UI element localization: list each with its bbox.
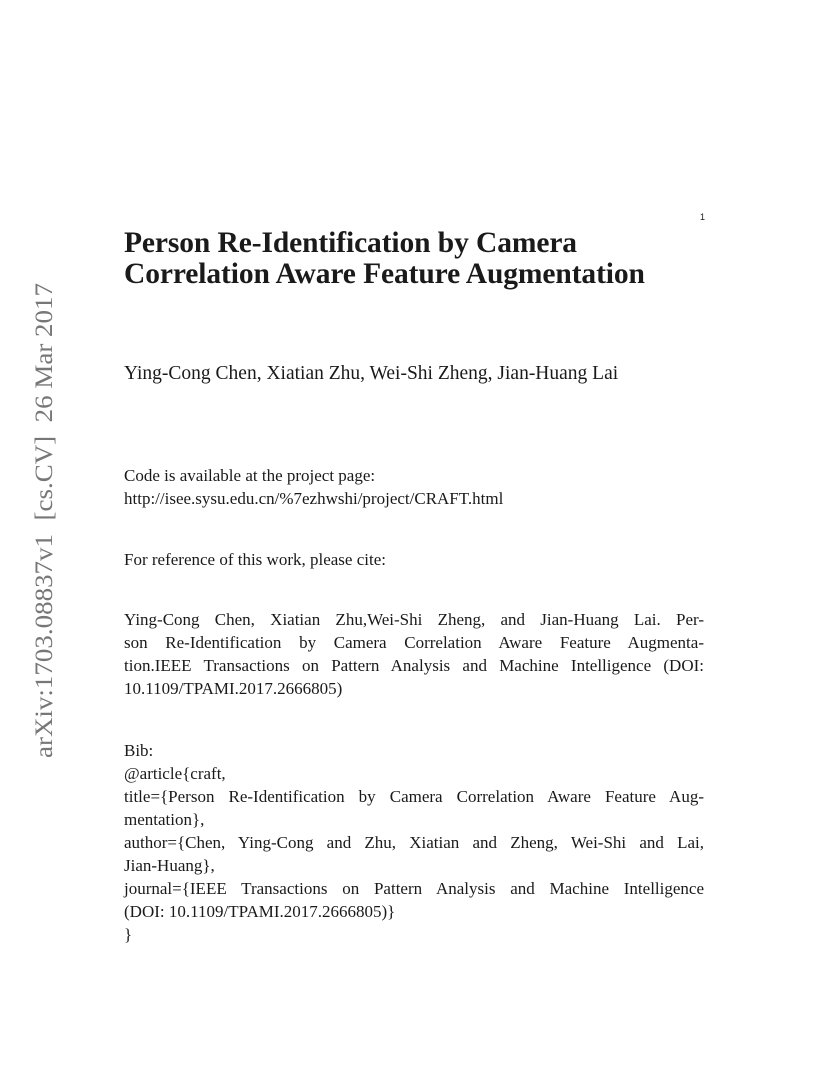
citation-line: tion.IEEE Transactions on Pattern Analysis and Machine Intelligence (DOI:: [124, 656, 704, 675]
page-number: 1: [700, 212, 706, 222]
citation-line: son Re-Identification by Camera Correlation Aware Feature Augmenta-: [124, 633, 704, 652]
arxiv-stamp: [22, 280, 62, 760]
code-availability: [124, 464, 503, 510]
citation-line: 10.1109/TPAMI.2017.2666805): [124, 679, 343, 698]
code-intro: Code is available at the project page:: [124, 466, 376, 485]
bib-line: Jian-Huang},: [124, 856, 215, 875]
paper-title: [124, 228, 724, 290]
citation-paragraph: [124, 608, 704, 700]
title-line-1: Person Re-Identification by Camera: [124, 227, 577, 259]
bib-label: Bib:: [124, 741, 154, 760]
bib-line: }: [124, 925, 133, 944]
author-list: Ying-Cong Chen, Xiatian Zhu, Wei-Shi Zheng, Jian-Huang Lai: [124, 363, 619, 384]
bib-line: @article{craft,: [124, 764, 226, 783]
bib-line: journal={IEEE Transactions on Pattern Analysis and Machine Intelligence: [124, 879, 704, 898]
bibtex-block: [124, 739, 704, 946]
bib-line: title={Person Re-Identification by Camera Correlation Aware Feature Aug-: [124, 787, 704, 806]
title-line-2: Correlation Aware Feature Augmentation: [124, 258, 645, 290]
project-url[interactable]: http://isee.sysu.edu.cn/%7ezhwshi/project/CRAFT.html: [124, 489, 504, 508]
citation-line: Ying-Cong Chen, Xiatian Zhu,Wei-Shi Zheng, and Jian-Huang Lai. Per-: [124, 610, 704, 629]
bib-line: (DOI: 10.1109/TPAMI.2017.2666805)}: [124, 902, 396, 921]
bib-line: author={Chen, Ying-Cong and Zhu, Xiatian and Zheng, Wei-Shi and Lai,: [124, 833, 704, 852]
bib-line: mentation},: [124, 810, 205, 829]
arxiv-stamp-text: arXiv:1703.08837v1 [cs.CV] 26 Mar 2017: [29, 308, 58, 758]
cite-intro: For reference of this work, please cite:: [124, 550, 386, 569]
